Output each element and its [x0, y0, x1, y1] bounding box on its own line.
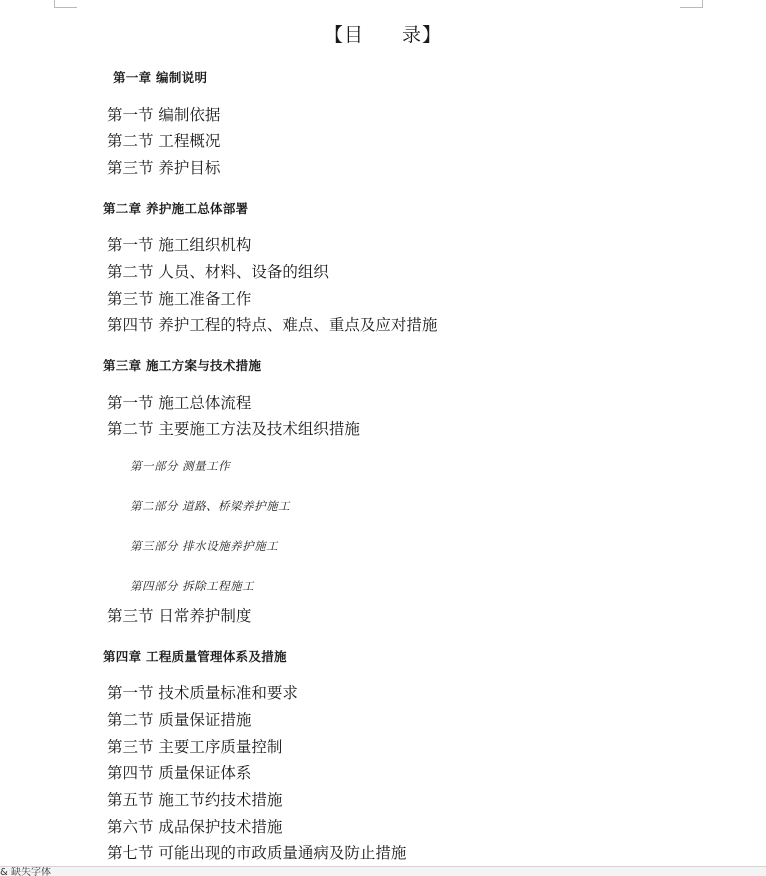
toc-entry[interactable]: 第二节 质量保证措施 [107, 711, 252, 729]
toc-entry[interactable]: 第四节 养护工程的特点、难点、重点及应对措施 [107, 316, 438, 334]
chapter-1-heading[interactable]: 第一章 编制说明 [113, 70, 208, 85]
page-corner-mark-right [680, 0, 703, 8]
chapter-3-heading[interactable]: 第三章 施工方案与技术措施 [103, 358, 262, 373]
toc-entry[interactable]: 第一节 编制依据 [107, 106, 221, 124]
toc-title-open: 【目 [323, 24, 364, 46]
toc-entry[interactable]: 第二节 人员、材料、设备的组织 [107, 263, 329, 281]
toc-subentry[interactable]: 第二部分 道路、桥梁养护施工 [130, 499, 291, 513]
page-corner-mark-left [54, 0, 77, 8]
toc-subentry[interactable]: 第三部分 排水设施养护施工 [130, 539, 279, 553]
toc-title [0, 20, 766, 47]
toc-entry[interactable]: 第一节 施工组织机构 [107, 236, 252, 254]
toc-entry[interactable]: 第一节 技术质量标准和要求 [107, 684, 298, 702]
toc-entry[interactable]: 第二节 工程概况 [107, 132, 221, 150]
toc-entry[interactable]: 第三节 主要工序质量控制 [107, 738, 283, 756]
toc-entry[interactable]: 第四节 质量保证体系 [107, 764, 252, 782]
toc-title-close: 录】 [402, 24, 443, 46]
toc-entry[interactable]: 第一节 施工总体流程 [107, 394, 252, 412]
toc-entry[interactable]: 第六节 成品保护技术措施 [107, 818, 283, 836]
toc-entry[interactable]: 第七节 可能出现的市政质量通病及防止措施 [107, 844, 407, 862]
toc-entry[interactable]: 第三节 日常养护制度 [107, 607, 252, 625]
missing-font-notice[interactable]: & 缺失字体 [0, 867, 51, 876]
toc-entry[interactable]: 第二节 主要施工方法及技术组织措施 [107, 420, 360, 438]
toc-subentry[interactable]: 第四部分 拆除工程施工 [130, 579, 255, 593]
toc-entry[interactable]: 第三节 施工准备工作 [107, 290, 252, 308]
toc-subentry[interactable]: 第一部分 测量工作 [130, 459, 231, 473]
chapter-4-heading[interactable]: 第四章 工程质量管理体系及措施 [103, 649, 287, 664]
chapter-2-heading[interactable]: 第二章 养护施工总体部署 [103, 201, 249, 216]
toc-entry[interactable]: 第三节 养护目标 [107, 159, 221, 177]
toc-entry[interactable]: 第五节 施工节约技术措施 [107, 791, 283, 809]
